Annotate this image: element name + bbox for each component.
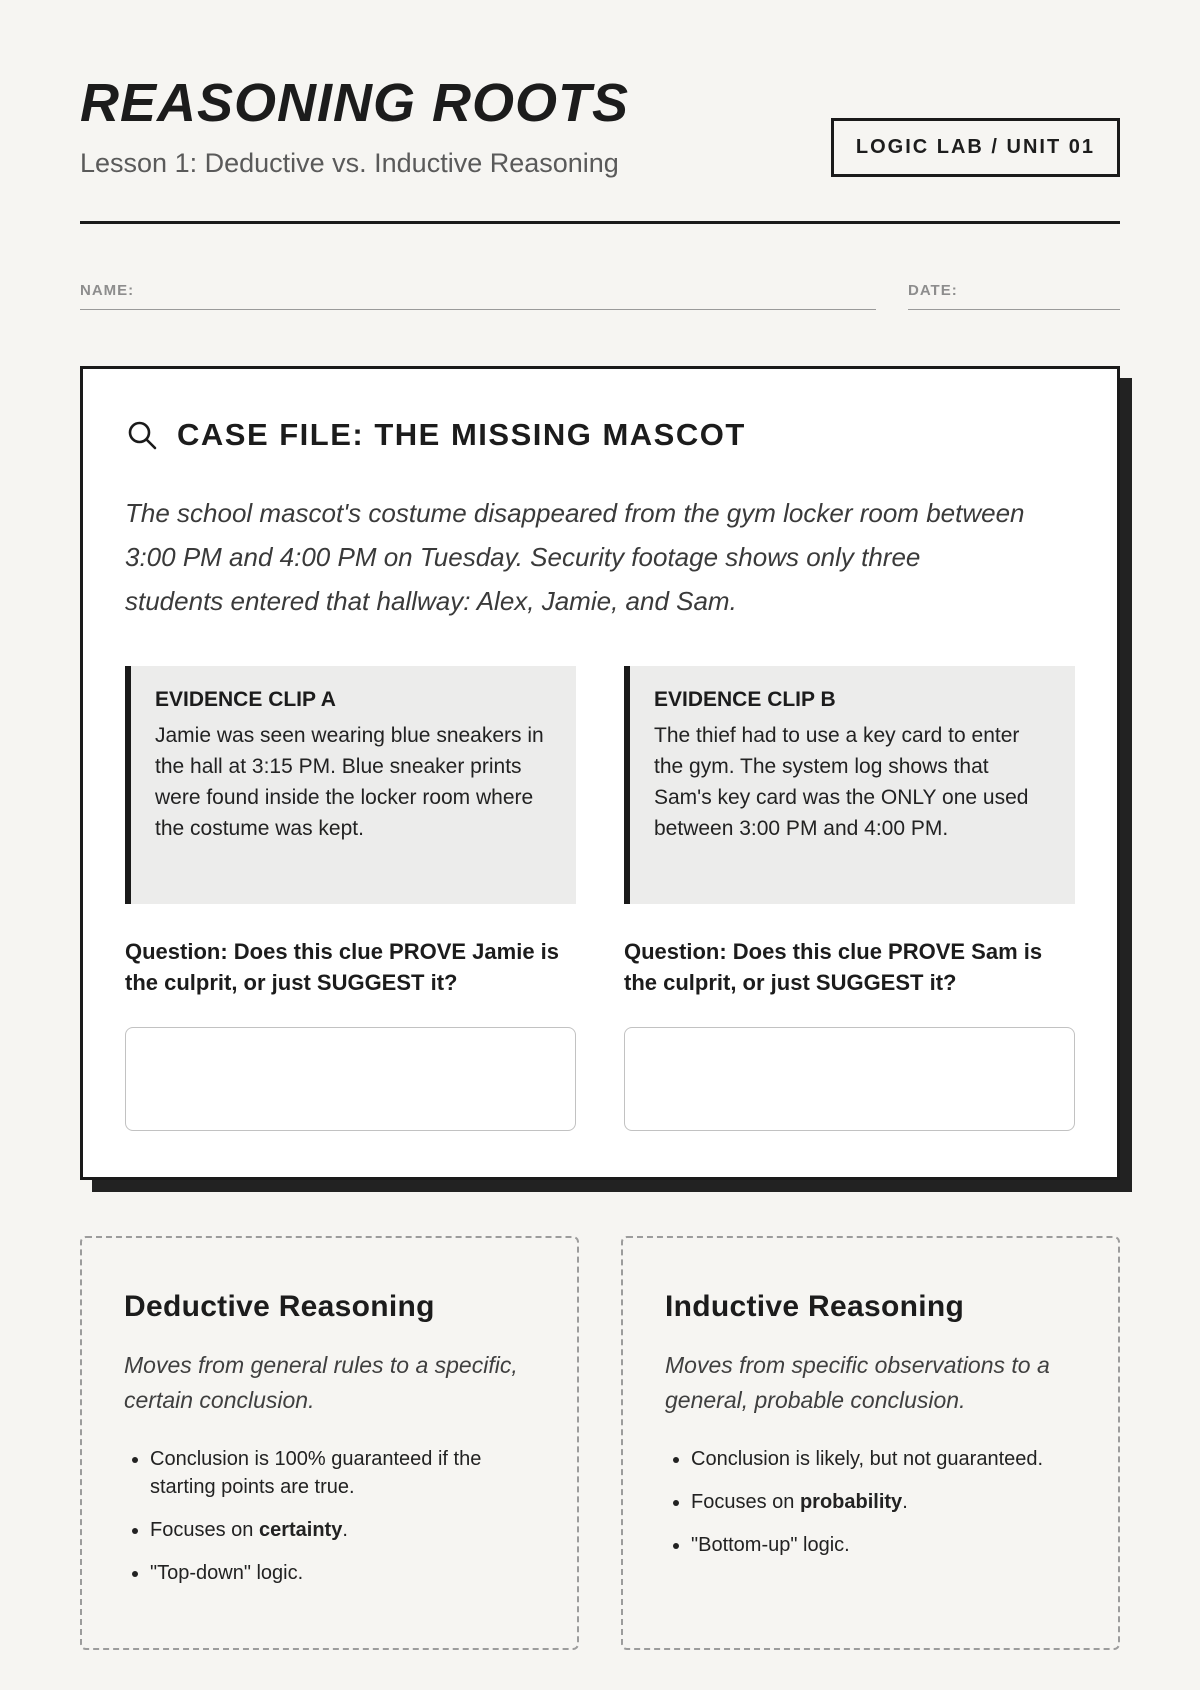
bullet-item: • "Bottom-up" logic. bbox=[691, 1531, 1076, 1559]
header-titles bbox=[80, 72, 629, 179]
name-date-row bbox=[80, 282, 1120, 310]
search-icon bbox=[125, 418, 159, 452]
concept-deductive-title: Deductive Reasoning bbox=[124, 1290, 435, 1324]
evidence-grid bbox=[125, 666, 1075, 1132]
case-title-row bbox=[125, 417, 1075, 453]
concept-inductive-title: Inductive Reasoning bbox=[665, 1290, 965, 1324]
bullet-item: • "Top-down" logic. bbox=[150, 1559, 535, 1587]
evidence-clip-a-title: EVIDENCE CLIP A bbox=[155, 687, 336, 711]
concept-deductive-bullets bbox=[124, 1445, 535, 1587]
page-title: REASONING ROOTS bbox=[80, 73, 630, 133]
question-a: Question: Does this clue PROVE Jamie is the culprit, or just SUGGEST it? bbox=[125, 938, 560, 996]
date-field[interactable] bbox=[908, 282, 1120, 310]
evidence-clip-b-body: The thief had to use a key card to enter the gym. The system log shows that Sam's key card was the ONLY one used between 3:00 PM and 4:00 PM. bbox=[654, 723, 1029, 840]
header bbox=[80, 72, 1120, 179]
case-file-title: CASE FILE: THE MISSING MASCOT bbox=[177, 417, 746, 452]
evidence-column-a bbox=[125, 666, 576, 1132]
concept-deductive-definition: Moves from general rules to a specific, certain conclusion. bbox=[124, 1352, 518, 1413]
case-intro: The school mascot's costume disappeared from the gym locker room between 3:00 PM and 4:00 PM on Tuesday. Security footage shows only three students entered that hallway: Alex, Jamie, and Sam. bbox=[125, 498, 1025, 617]
evidence-clip-b bbox=[624, 666, 1075, 904]
name-label: NAME: bbox=[80, 282, 135, 299]
answer-box-b[interactable] bbox=[624, 1027, 1075, 1131]
bullet-item: • Conclusion is likely, but not guaranteed. bbox=[691, 1445, 1076, 1473]
concept-inductive-definition: Moves from specific observations to a general, probable conclusion. bbox=[665, 1352, 1050, 1413]
concept-inductive-bullets bbox=[665, 1445, 1076, 1559]
concept-card-deductive bbox=[80, 1236, 579, 1650]
bullet-item: • Focuses on probability. bbox=[691, 1488, 1076, 1516]
concept-card-inductive bbox=[621, 1236, 1120, 1650]
bullet-item: • Conclusion is 100% guaranteed if the starting points are true. bbox=[150, 1445, 535, 1501]
evidence-clip-b-title: EVIDENCE CLIP B bbox=[654, 687, 836, 711]
bullet-item: • Focuses on certainty. bbox=[150, 1516, 535, 1544]
unit-badge: LOGIC LAB / UNIT 01 bbox=[831, 118, 1120, 177]
case-file-box bbox=[80, 366, 1120, 1180]
concepts-grid bbox=[80, 1236, 1120, 1650]
answer-box-a[interactable] bbox=[125, 1027, 576, 1131]
date-label: DATE: bbox=[908, 282, 958, 299]
question-b: Question: Does this clue PROVE Sam is the culprit, or just SUGGEST it? bbox=[624, 938, 1043, 996]
evidence-clip-a bbox=[125, 666, 576, 904]
evidence-column-b bbox=[624, 666, 1075, 1132]
name-field[interactable] bbox=[80, 282, 876, 310]
lesson-subtitle: Lesson 1: Deductive vs. Inductive Reasoning bbox=[80, 148, 619, 178]
header-divider bbox=[80, 221, 1120, 224]
evidence-clip-a-body: Jamie was seen wearing blue sneakers in the hall at 3:15 PM. Blue sneaker prints were found inside the locker room where the costume was kept. bbox=[155, 723, 544, 840]
